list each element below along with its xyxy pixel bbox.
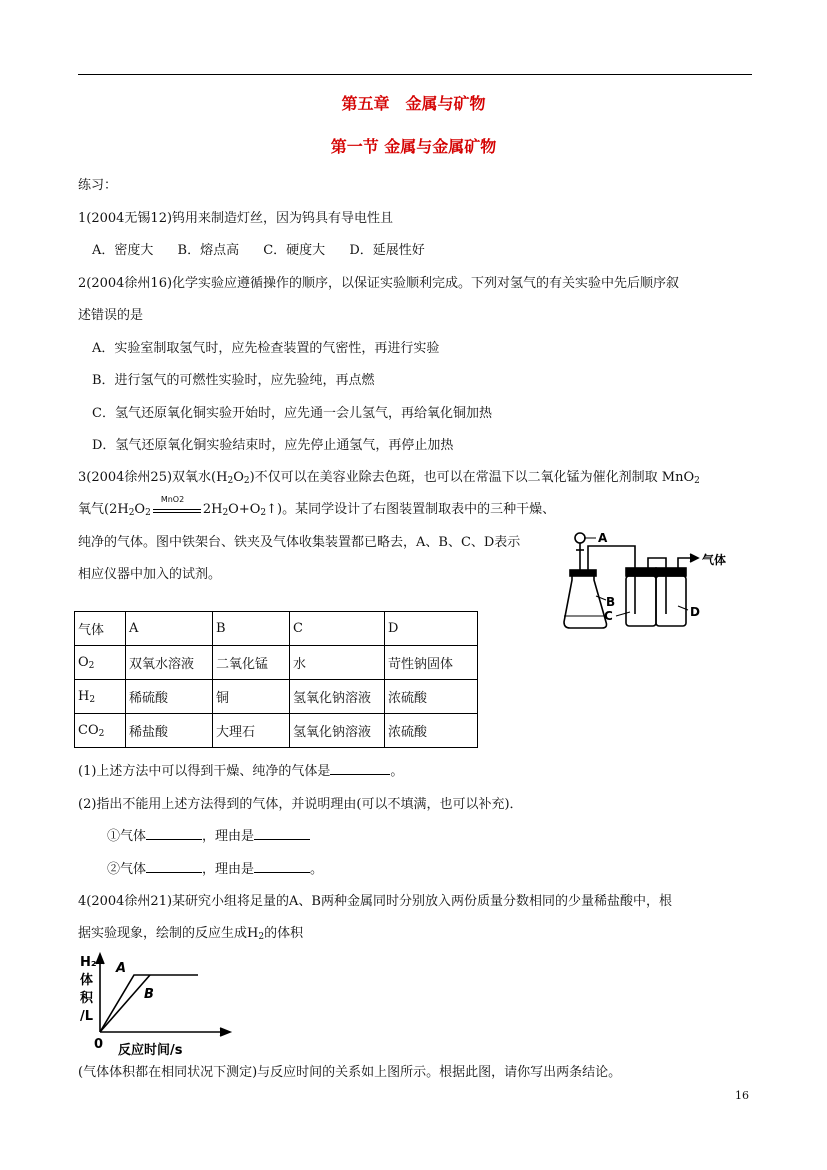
graph-curve-b-label: B: [144, 987, 154, 1002]
reagent-table: [74, 611, 478, 748]
apparatus-label-b: B: [606, 595, 616, 609]
apparatus-label-a: A: [598, 531, 608, 545]
chapter-title: 第五章 金属与矿物: [341, 94, 486, 113]
table-cell: 浓硫酸: [385, 680, 478, 714]
table-cell: 二氧化锰: [213, 646, 290, 680]
q1-option-c: C．硬度大: [263, 243, 326, 258]
table-cell: 浓硫酸: [385, 714, 478, 748]
table-cell: 氢氧化钠溶液: [290, 714, 385, 748]
apparatus-label-gas: 气体: [702, 553, 727, 567]
q4-line2: 据实验现象，绘制的反应生成$H_2$的体积: [78, 926, 304, 942]
table-cell: 稀盐酸: [126, 714, 213, 748]
q4-line1: 4(2004徐州21)某研究小组将足量的A、B两种金属同时分别放入两份质量分数相同的少量稀盐酸中，根: [78, 894, 672, 909]
q4-line3: (气体体积都在相同状况下测定)与反应时间的关系如上图所示。根据此图，请你写出两条结论。: [78, 1065, 622, 1080]
table-row: [75, 646, 478, 680]
table-cell-gas: $H_2$: [75, 680, 126, 714]
graph-curve-a-label: A: [116, 961, 127, 976]
conical-flask: [564, 572, 607, 628]
q3-sub2: (2)指出不能用上述方法得到的气体，并说明理由(可以不填满，也可以补充)．: [78, 797, 523, 812]
table-header: C: [290, 612, 385, 646]
curve-a: [100, 975, 198, 1032]
q3-item2: ②气体 ，理由是 。: [107, 862, 324, 877]
graph-y-label-3: 积: [80, 991, 94, 1006]
flask-stopper: [570, 570, 596, 576]
section-title: 第一节 金属与金属矿物: [330, 137, 497, 156]
exercise-label: 练习：: [78, 178, 118, 193]
answer-blank[interactable]: [330, 762, 390, 775]
graph-y-label-1: H₂: [80, 955, 97, 970]
table-row: [75, 714, 478, 748]
q2-option-a: A．实验室制取氢气时，应先检查装置的气密性，再进行实验: [92, 341, 440, 356]
q2-option-c: C．氢气还原氧化铜实验开始时，应先通一会儿氢气，再给氧化铜加热: [92, 406, 492, 421]
table-cell: 双氧水溶液: [126, 646, 213, 680]
table-header: B: [213, 612, 290, 646]
table-header-row: [75, 612, 478, 646]
table-cell: 水: [290, 646, 385, 680]
table-cell: 大理石: [213, 714, 290, 748]
q3-line4: 相应仪器中加入的试剂。: [78, 567, 222, 582]
q2-stem-line1: 2(2004徐州16)化学实验应遵循操作的顺序，以保证实验顺利完成。下列对氢气的有关实验中先后顺序叙: [78, 276, 680, 291]
curve-b: [100, 975, 150, 1032]
wash-bottle-c: [626, 576, 656, 626]
wash-bottle-d: [656, 576, 686, 626]
volume-time-graph: [78, 950, 248, 1062]
q1-stem: 1(2004无锡12)钨用来制造灯丝，因为钨具有导电性且: [78, 211, 394, 226]
graph-origin: 0: [94, 1037, 104, 1052]
graph-x-label: 反应时间/s: [118, 1043, 183, 1058]
q3-line2: 氧气($2H_2O_2$ MnO2 $2H_2O+O_2↑$)。某同学设计了右图装置制取表中的三种干燥、: [78, 494, 556, 518]
answer-blank[interactable]: [254, 860, 310, 873]
table-cell-gas: $O_2$: [75, 646, 126, 680]
table-cell: 氢氧化钠溶液: [290, 680, 385, 714]
apparatus-label-c: C: [604, 609, 613, 623]
table-cell-gas: $CO_2$: [75, 714, 126, 748]
table-header: A: [126, 612, 213, 646]
table-row: [75, 680, 478, 714]
catalyst-arrow: MnO2: [151, 503, 203, 517]
q3-item1: ①气体 ，理由是: [107, 825, 310, 844]
answer-blank[interactable]: [146, 860, 202, 873]
table-cell: 苛性钠固体: [385, 646, 478, 680]
table-cell: 铜: [213, 680, 290, 714]
table-cell: 稀硫酸: [126, 680, 213, 714]
q2-stem-line2: 述错误的是: [78, 308, 144, 323]
table-header: D: [385, 612, 478, 646]
graph-y-label-4: /L: [80, 1009, 94, 1024]
q1-options: [92, 239, 445, 258]
q2-option-d: D．氢气还原氧化铜实验结束时，应先停止通氢气，再停止加热: [92, 438, 454, 453]
q1-option-d: D．延展性好: [349, 243, 425, 258]
answer-blank[interactable]: [254, 827, 310, 840]
q3-line1: 3(2004徐州25)双氧水$(H_2O_2)$不仅可以在美容业除去色斑，也可以在常温下以二氧化锰为催化剂制取 MnO$_2$: [78, 470, 700, 486]
q3-sub1: (1)上述方法中可以得到干燥、纯净的气体是 。: [78, 764, 404, 779]
answer-blank[interactable]: [146, 827, 202, 840]
q2-option-b: B．进行氢气的可燃性实验时，应先验纯，再点燃: [92, 373, 375, 388]
gas-apparatus-diagram: [560, 524, 740, 634]
q3-line3: 纯净的气体。图中铁架台、铁夹及气体收集装置都已略去，A、B、C、D表示: [78, 535, 521, 550]
table-header: 气体: [75, 612, 126, 646]
page-number: 16: [735, 1089, 749, 1102]
header-rule: [78, 74, 752, 75]
apparatus-label-d: D: [690, 605, 700, 619]
separatory-funnel-bulb: [575, 533, 585, 543]
q1-option-b: B．熔点高: [177, 243, 240, 258]
q1-option-a: A．密度大: [92, 243, 154, 258]
graph-y-label-2: 体: [80, 973, 94, 988]
